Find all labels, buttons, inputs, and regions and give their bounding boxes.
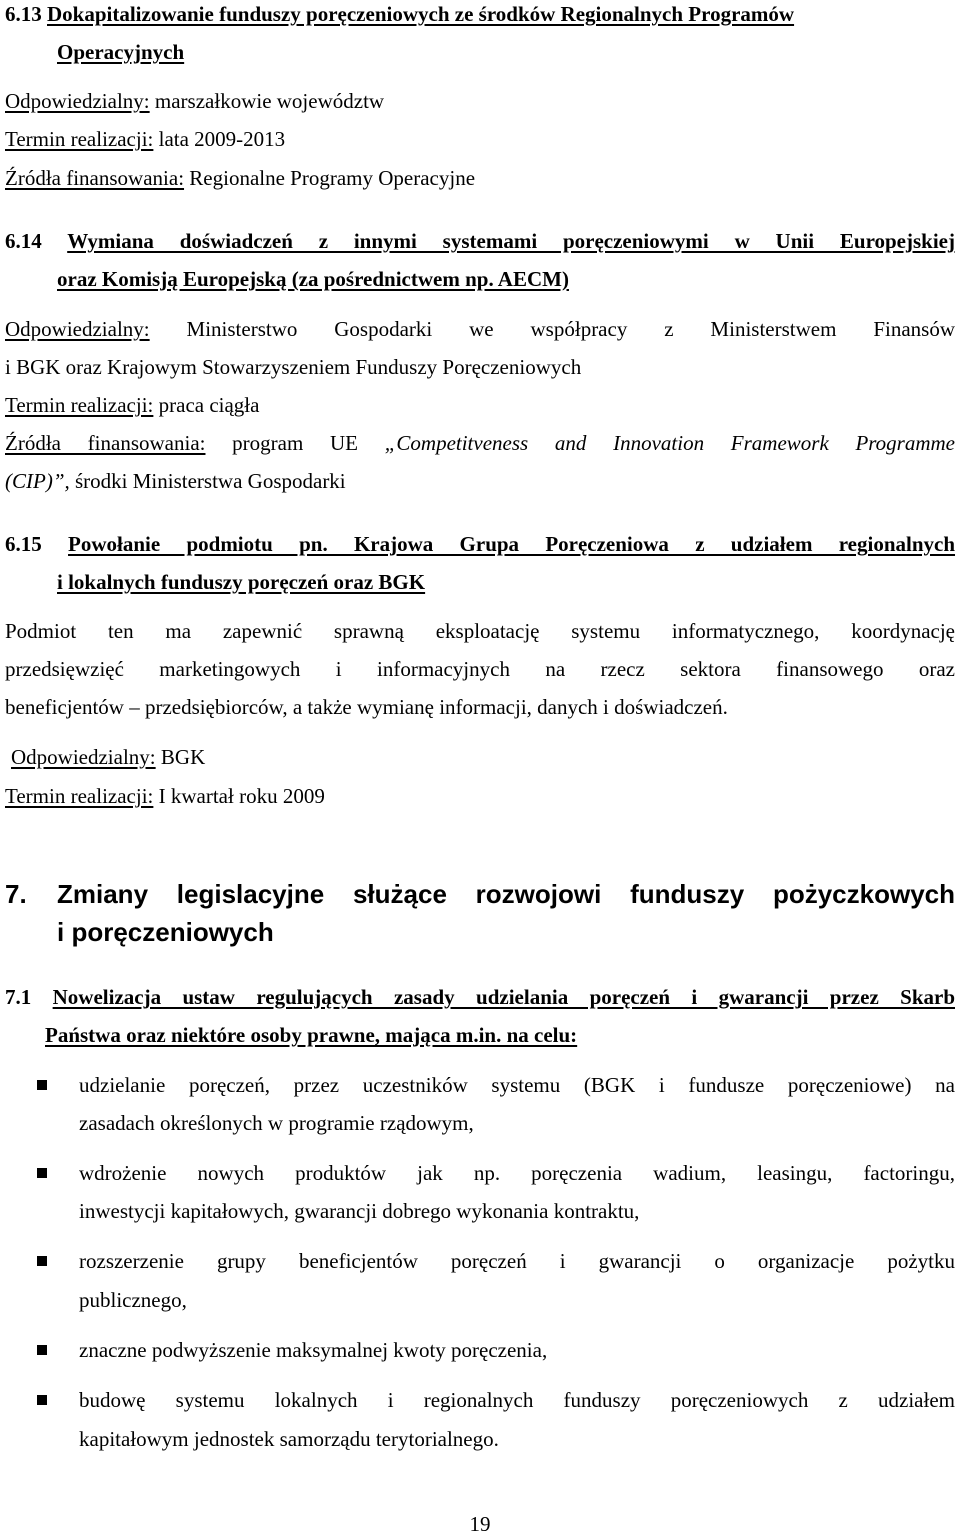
section-6-15-heading-cont [57,570,425,594]
bullet-icon [37,1168,47,1178]
source-line [5,166,475,190]
program-abbrev: (CIP)”, [5,469,70,493]
section-7-1-heading [5,985,955,1009]
source-value: Regionalne Programy Operacyjne [184,166,476,190]
section-6-14-heading-cont [57,267,569,291]
list-item-cont: inwestycji kapitałowych, gwarancji dobrego wykonania kontraktu, [79,1199,640,1223]
chapter-7-heading-cont [57,917,274,947]
list-item-cont: kapitałowym jednostek samorządu terytorialnego. [79,1427,499,1451]
responsible-label: Odpowiedzialny: [11,745,156,769]
paragraph-line: przedsięwzięć marketingowych i informacyjnych na rzecz sektora finansowego oraz [5,657,955,681]
list-item: budowę systemu lokalnych i regionalnych funduszy poręczeniowych z udziałem [79,1388,955,1412]
chapter-title: Zmiany legislacyjne służące rozwojowi funduszy pożyczkowych [57,879,955,909]
responsible-value: BGK [155,745,206,769]
section-number: 6.14 [5,229,42,253]
list-item-cont: zasadach określonych w programie rządowym, [79,1111,474,1135]
term-line [5,393,259,417]
term-label: Termin realizacji: [5,393,154,417]
section-title-cont: oraz Komisją Europejską (za pośrednictwem np. AECM) [57,267,569,291]
term-value: praca ciągła [153,393,260,417]
page-number: 19 [469,1512,491,1536]
bullet-icon [37,1345,47,1355]
section-title-cont: i lokalnych funduszy poręczeń oraz BGK [57,570,426,594]
term-line [5,127,285,151]
source-label: Źródła finansowania: [5,166,185,190]
section-title-cont: Państwa oraz niektóre osoby prawne, mająca m.in. na celu: [45,1023,578,1047]
paragraph-line: Podmiot ten ma zapewnić sprawną eksploatację systemu informatycznego, koordynację [5,619,955,643]
bullet-icon [37,1395,47,1405]
section-6-14-heading [5,229,955,253]
responsible-value-cont: i BGK oraz Krajowym Stowarzyszeniem Funduszy Poręczeniowych [5,355,582,379]
responsible-value: marszałkowie województw [149,89,385,113]
section-title: Wymiana doświadczeń z innymi systemami poręczeniowymi w Unii Europejskiej [67,229,955,253]
term-value: lata 2009-2013 [153,127,286,151]
responsible-line [11,745,205,769]
responsible-label: Odpowiedzialny: [5,89,150,113]
term-line [5,784,325,808]
section-title-cont: Operacyjnych [57,40,185,64]
responsible-line-cont [5,355,581,379]
section-title: Nowelizacja ustaw regulujących zasady udzielania poręczeń i gwarancji przez Skarb [52,985,955,1009]
responsible-value: Ministerstwo Gospodarki we współpracy z Ministerstwem Finansów [149,317,955,341]
section-number: 6.13 [5,2,42,26]
program-name: „Competitveness and Innovation Framework Programme [384,431,956,455]
list-item: rozszerzenie grupy beneficjentów poręczeń i gwarancji o organizacje pożytku [79,1249,955,1273]
list-item-cont: publicznego, [79,1288,187,1312]
bullet-icon [37,1080,47,1090]
section-6-13-heading-cont [57,40,184,64]
list-item: znaczne podwyższenie maksymalnej kwoty poręczenia, [79,1338,548,1362]
paragraph-line: beneficjentów – przedsiębiorców, a także wymianę informacji, danych i doświadczeń. [5,695,728,719]
section-title: Powołanie podmiotu pn. Krajowa Grupa Poręczeniowa z udziałem regionalnych [68,532,956,556]
responsible-line [5,317,955,341]
source-line [5,431,955,455]
section-6-13-heading [5,2,794,26]
bullet-icon [37,1256,47,1266]
term-label: Termin realizacji: [5,127,154,151]
term-value: I kwartał roku 2009 [153,784,325,808]
list-item: wdrożenie nowych produktów jak np. poręczenia wadium, leasingu, factoringu, [79,1161,955,1185]
chapter-title-cont: i poręczeniowych [57,917,274,947]
section-number: 7.1 [5,985,32,1009]
source-line-cont [5,469,346,493]
chapter-7-heading [5,879,955,909]
list-item: udzielanie poręczeń, przez uczestników systemu (BGK i fundusze poręczeniowe) na [79,1073,955,1097]
source-value: program UE [205,431,385,455]
responsible-line [5,89,384,113]
section-number: 6.15 [5,532,42,556]
term-label: Termin realizacji: [5,784,154,808]
chapter-number: 7. [5,879,27,909]
section-title: Dokapitalizowanie funduszy poręczeniowych ze środków Regionalnych Programów [47,2,795,26]
source-value-cont: środki Ministerstwa Gospodarki [69,469,346,493]
source-label: Źródła finansowania: [5,431,206,455]
responsible-label: Odpowiedzialny: [5,317,150,341]
section-6-15-heading [5,532,955,556]
section-7-1-heading-cont [45,1023,577,1047]
